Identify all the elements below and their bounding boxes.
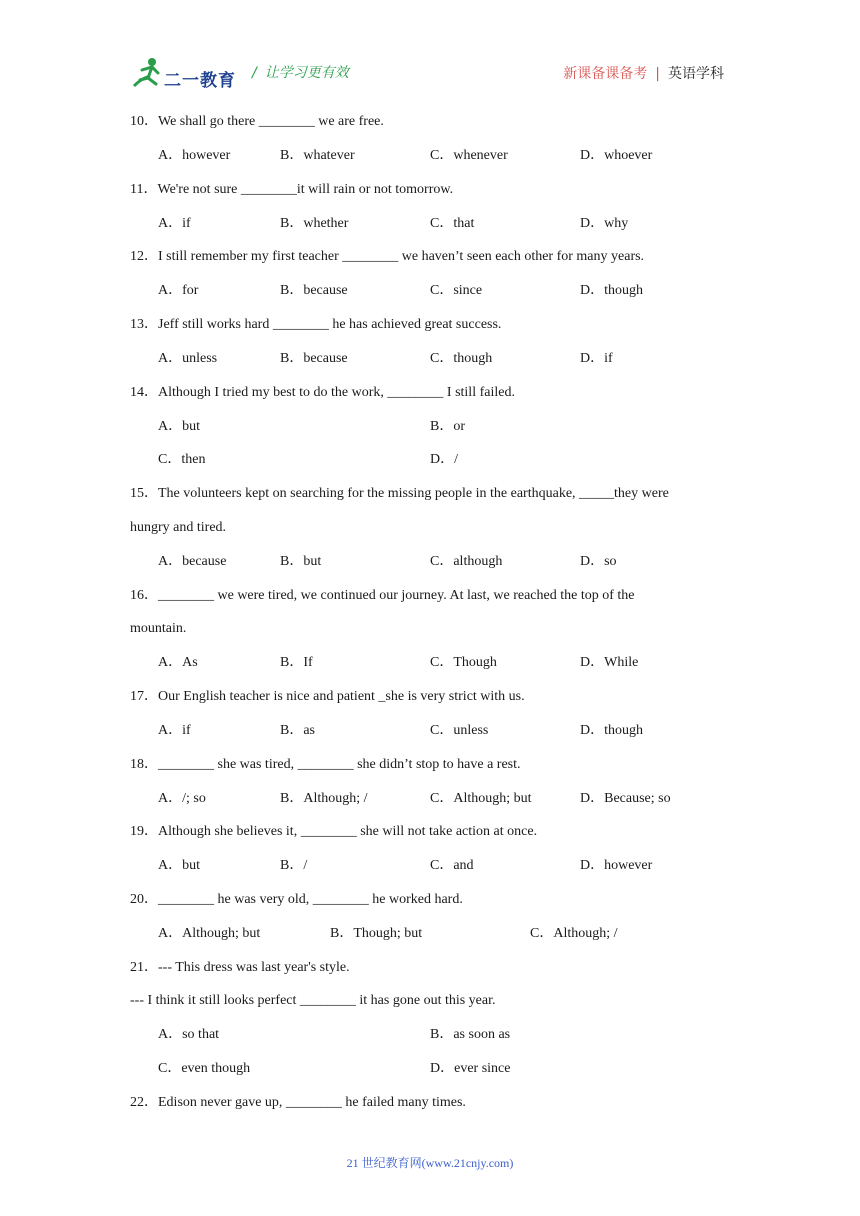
question-stem: 22．Edison never gave up, ________ he failed many times. [130,1095,466,1110]
option[interactable]: D．/ [430,452,458,467]
page-header [130,52,730,92]
option[interactable]: C．Although; but [430,791,532,806]
option[interactable]: C．even though [158,1061,251,1076]
option[interactable]: C．Although; / [530,926,618,941]
option[interactable]: C．then [158,452,206,467]
question-stem-continued: hungry and tired. [130,520,227,535]
option[interactable]: A．however [158,148,231,163]
header-separator: | [655,66,660,82]
option[interactable]: D．if [580,351,613,366]
page-footer: 21 世纪教育网(www.21cnjy.com) [346,1156,514,1170]
option[interactable]: D．however [580,858,653,873]
option[interactable]: A．/; so [158,791,206,806]
option[interactable]: C．although [430,554,503,569]
option[interactable]: A．unless [158,351,218,366]
question-stem: 21．--- This dress was last year's style. [130,960,350,975]
option[interactable]: A．so that [158,1027,220,1042]
question-stem: 14．Although I tried my best to do the work, ________ I still failed. [130,385,515,400]
header-right [563,63,724,83]
option[interactable]: B．as [280,723,315,738]
option[interactable]: A．but [158,419,200,434]
logo [130,56,250,90]
option[interactable]: B．because [280,351,348,366]
option[interactable]: A．Although; but [158,926,261,941]
option[interactable]: A．As [158,655,198,670]
option[interactable]: A．if [158,723,191,738]
question-stem: 16．________ we were tired, we continued our journey. At last, we reached the top of the [130,588,635,603]
option[interactable]: C．whenever [430,148,508,163]
option[interactable]: A．for [158,283,199,298]
option[interactable]: D．though [580,283,643,298]
logo-text: 二一教育 [164,71,236,91]
question-stem: 13．Jeff still works hard ________ he has achieved great success. [130,317,502,332]
slogan-slash: / [252,65,257,81]
option[interactable]: C．that [430,216,475,231]
option[interactable]: A．but [158,858,200,873]
option[interactable]: B．or [430,419,465,434]
question-stem: 12．I still remember my first teacher ________ we haven’t seen each other for many years. [130,249,645,264]
slogan-text: 让学习更有效 [264,65,349,81]
question-stem: 18．________ she was tired, ________ she didn’t stop to have a rest. [130,757,521,772]
option[interactable]: D．whoever [580,148,653,163]
option[interactable]: B．If [280,655,313,670]
question-stem-continued: --- I think it still looks perfect ________ it has gone out this year. [130,993,496,1008]
course-tag: 新课备课备考 [563,66,648,82]
option[interactable]: B．whether [280,216,349,231]
option[interactable]: B．/ [280,858,308,873]
question-stem-continued: mountain. [130,621,187,636]
option[interactable]: B．Although; / [280,791,368,806]
option[interactable]: C．unless [430,723,489,738]
option[interactable]: B．Though; but [330,926,423,941]
option[interactable]: B．whatever [280,148,355,163]
option[interactable]: A．because [158,554,227,569]
option[interactable]: C．though [430,351,493,366]
question-stem: 17．Our English teacher is nice and patient _she is very strict with us. [130,689,525,704]
option[interactable]: D．Because; so [580,791,671,806]
question-stem: 20．________ he was very old, ________ he worked hard. [130,892,463,907]
option[interactable]: D．While [580,655,639,670]
option[interactable]: D．though [580,723,643,738]
slogan [252,62,349,82]
option[interactable]: D．ever since [430,1061,511,1076]
option[interactable]: B．because [280,283,348,298]
option[interactable]: D．why [580,216,629,231]
question-stem: 19．Although she believes it, ________ she will not take action at once. [130,824,538,839]
option[interactable]: C．since [430,283,483,298]
option[interactable]: C．and [430,858,474,873]
option[interactable]: D．so [580,554,617,569]
option[interactable]: A．if [158,216,191,231]
option[interactable]: C．Though [430,655,497,670]
runner-logo-icon [130,56,166,90]
option[interactable]: B．but [280,554,322,569]
question-stem: 10．We shall go there ________ we are free. [130,114,384,129]
question-stem: 11．We're not sure ________it will rain or not tomorrow. [130,182,454,197]
question-stem: 15．The volunteers kept on searching for the missing people in the earthquake, _____they were [130,486,669,501]
option[interactable]: B．as soon as [430,1027,511,1042]
subject-label: 英语学科 [668,66,724,82]
